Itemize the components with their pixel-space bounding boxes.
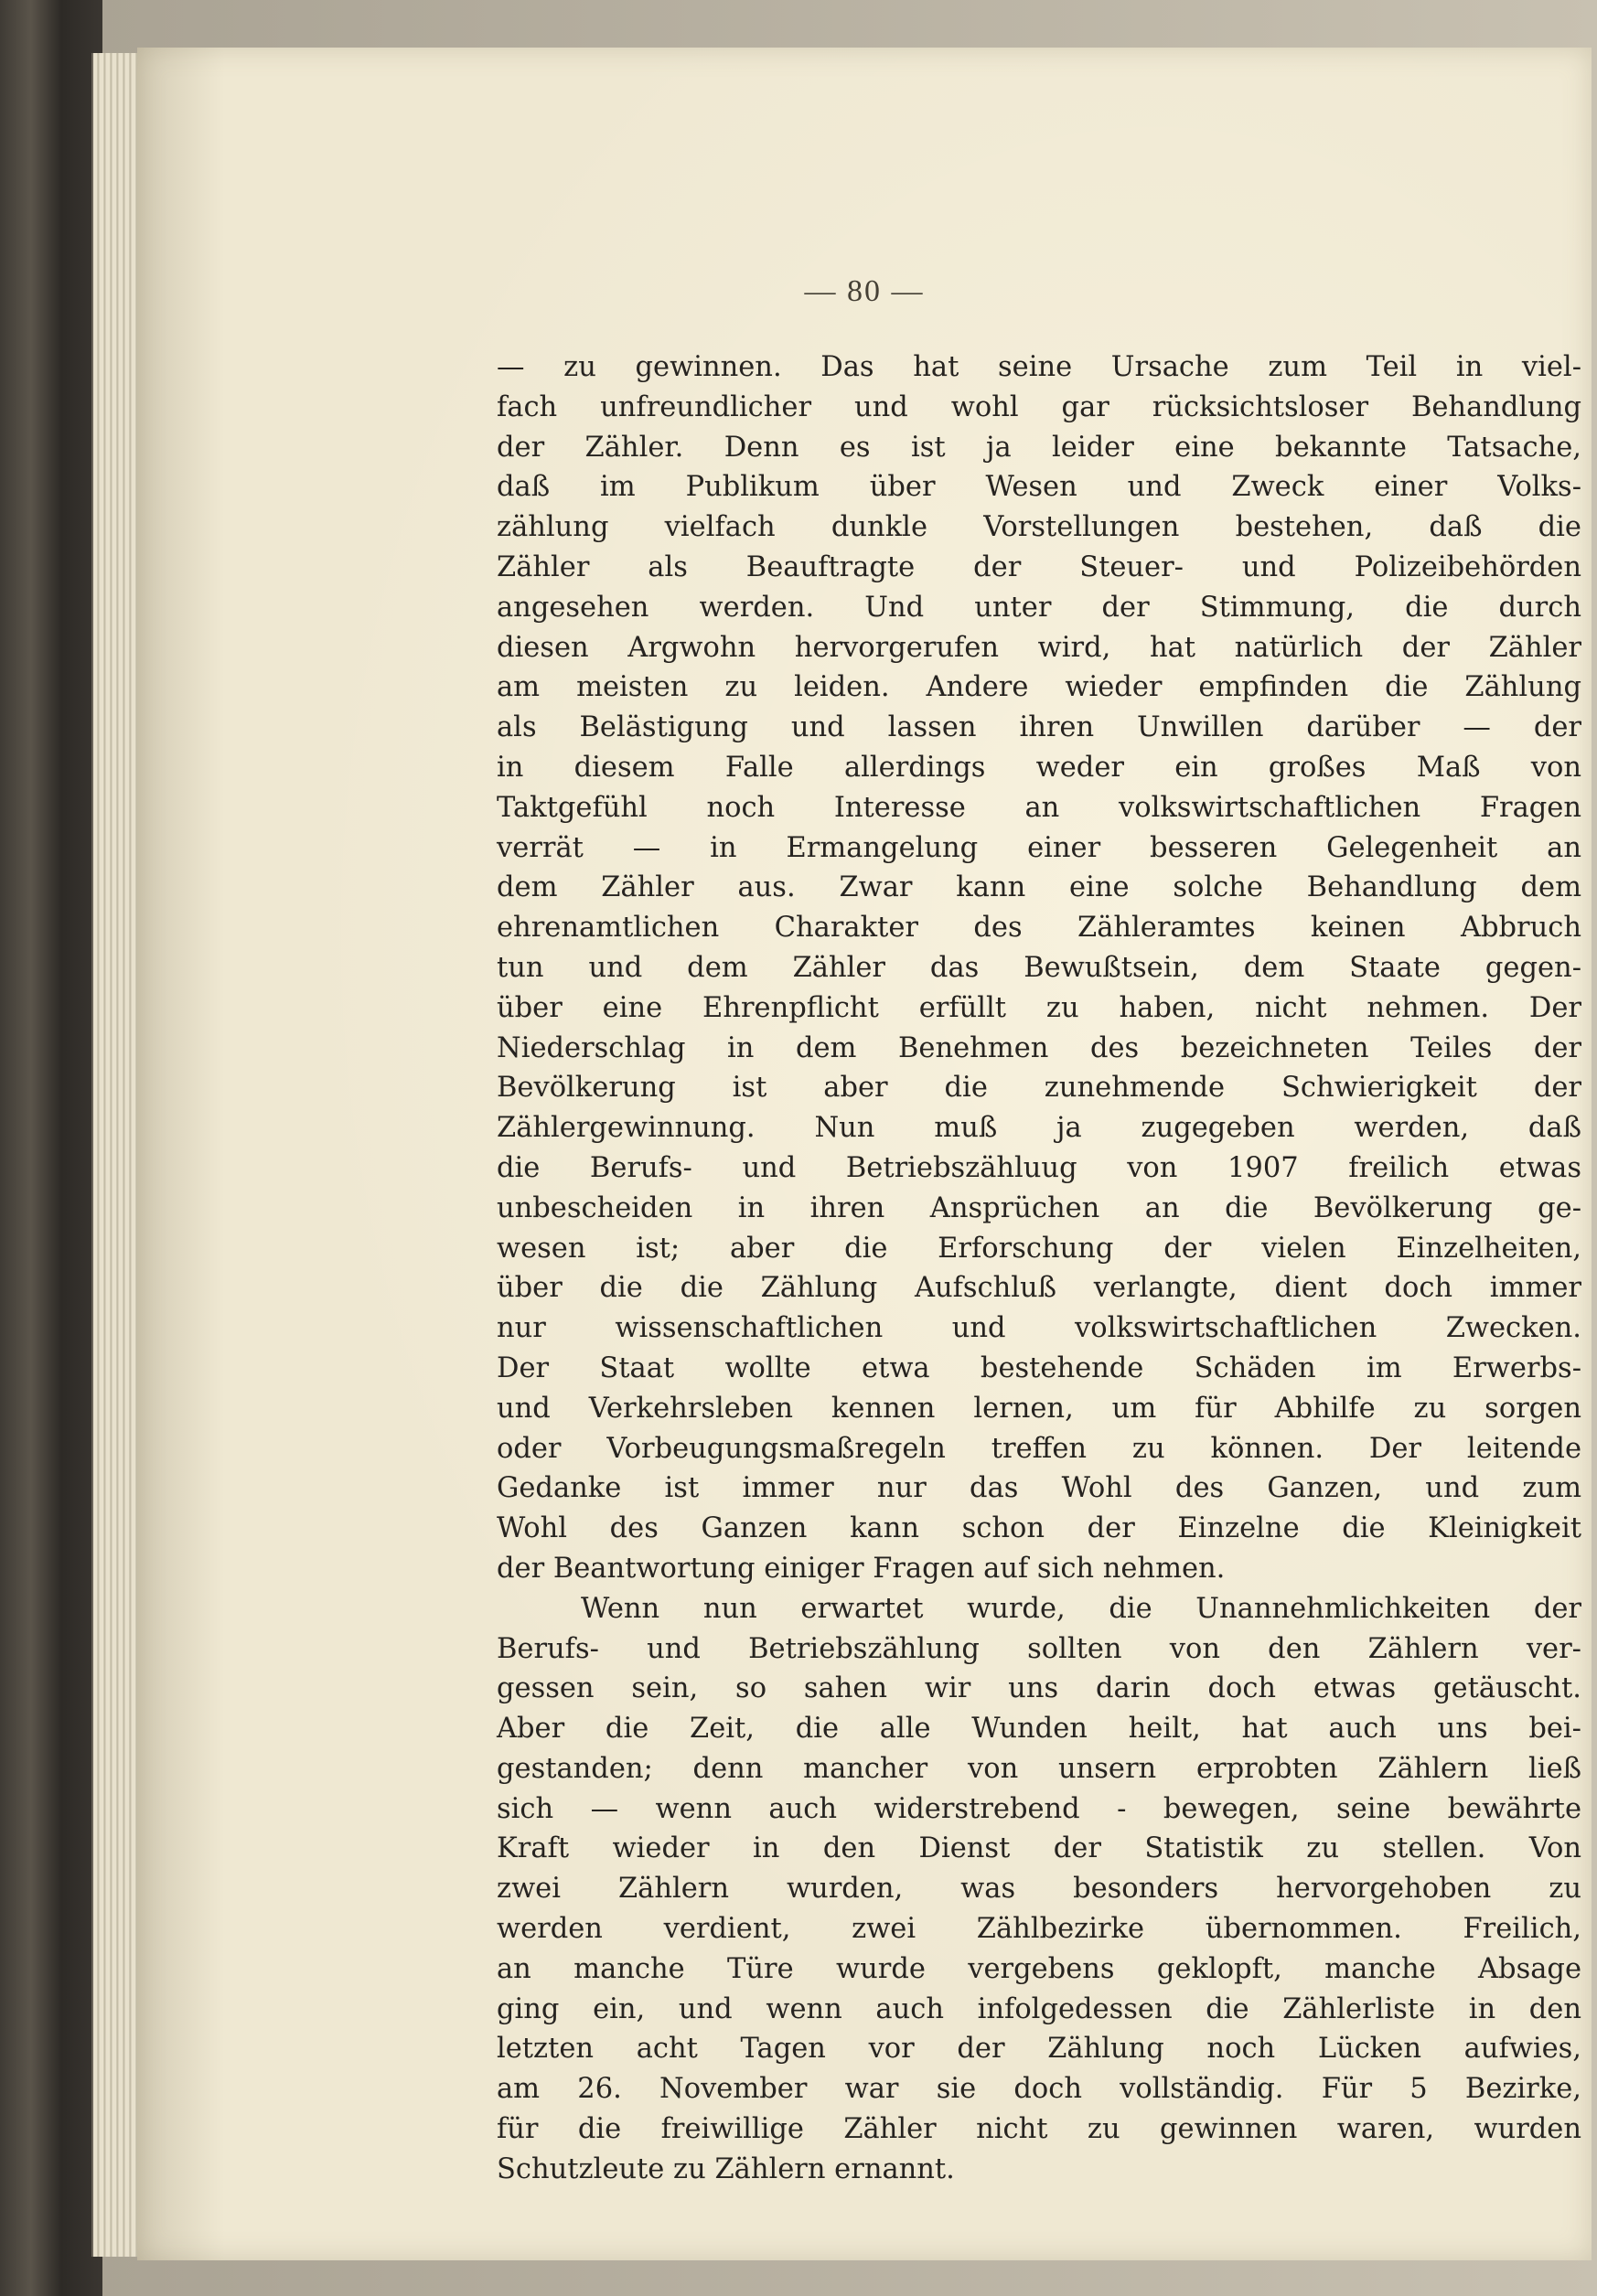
text-line: fach unfreundlicher und wohl gar rücksichtsloser Behandlung — [497, 390, 1581, 423]
text-line: ehrenamtlichen Charakter des Zähleramtes keinen Abbruch — [497, 912, 1581, 945]
text-line: Wohl des Ganzen kann schon der Einzelne die Kleinigkeit — [497, 1512, 1581, 1545]
text-line: wesen ist; aber die Erforschung der vielen Einzelheiten, — [497, 1232, 1581, 1265]
text-line: Berufs- und Betriebszählung sollten von den Zählern ver- — [497, 1632, 1581, 1665]
text-line: der Beantwortung einiger Fragen auf sich nehmen. — [497, 1552, 1226, 1585]
text-line: Bevölkerung ist aber die zunehmende Schwierigkeit der — [497, 1072, 1581, 1105]
book-page — [137, 48, 1592, 2260]
text-line: als Belästigung und lassen ihren Unwillen darüber — der — [497, 711, 1581, 744]
text-line: Zähler als Beauftragte der Steuer- und Polizeibehörden — [497, 550, 1581, 583]
text-line: daß im Publikum über Wesen und Zweck einer Volks- — [497, 471, 1581, 504]
text-line: werden verdient, zwei Zählbezirke übernommen. Freilich, — [497, 1913, 1581, 1946]
text-line: Niederschlag in dem Benehmen des bezeichneten Teiles der — [497, 1031, 1581, 1064]
text-line: über die die Zählung Aufschluß verlangte, dient doch immer — [497, 1272, 1581, 1305]
text-line: am 26. November war sie doch vollständig. Für 5 Bezirke, — [497, 2073, 1581, 2106]
text-line: und Verkehrsleben kennen lernen, um für Abhilfe zu sorgen — [497, 1392, 1581, 1425]
text-line: die Berufs- und Betriebszähluug von 1907 freilich etwas — [497, 1151, 1581, 1184]
text-line: zählung vielfach dunkle Vorstellungen bestehen, daß die — [497, 511, 1581, 544]
text-line: Zählergewinnung. Nun muß ja zugegeben werden, daß — [497, 1112, 1581, 1145]
text-line: oder Vorbeugungsmaßregeln treffen zu können. Der leitende — [497, 1432, 1581, 1465]
text-line: Aber die Zeit, die alle Wunden heilt, hat auch uns bei- — [497, 1713, 1581, 1746]
text-line: sich — wenn auch widerstrebend - bewegen, seine bewährte — [497, 1792, 1581, 1825]
text-line: verrät — in Ermangelung einer besseren Gelegenheit an — [497, 831, 1581, 864]
text-line: zwei Zählern wurden, was besonders hervorgehoben zu — [497, 1873, 1581, 1906]
text-line: Wenn nun erwartet wurde, die Unannehmlichkeiten der — [581, 1592, 1581, 1625]
text-line: ging ein, und wenn auch infolgedessen die Zählerliste in den — [497, 1992, 1581, 2025]
text-line: am meisten zu leiden. Andere wieder empfinden die Zählung — [497, 671, 1581, 704]
text-line: gestanden; denn mancher von unsern erprobten Zählern ließ — [497, 1752, 1581, 1785]
text-line: Schutzleute zu Zählern ernannt. — [497, 2152, 955, 2185]
text-line: über eine Ehrenpflicht erfüllt zu haben, nicht nehmen. Der — [497, 991, 1581, 1024]
book-binding — [0, 0, 102, 2296]
text-line: an manche Türe wurde vergebens geklopft, manche Absage — [497, 1952, 1581, 1985]
text-line: Taktgefühl noch Interesse an volkswirtschaftlichen Fragen — [497, 791, 1581, 824]
text-line: in diesem Falle allerdings weder ein großes Maß von — [497, 751, 1581, 784]
text-line: gessen sein, so sahen wir uns darin doch etwas getäuscht. — [497, 1672, 1581, 1705]
text-line: nur wissenschaftlichen und volkswirtschaftlichen Zwecken. — [497, 1312, 1581, 1345]
text-line: für die freiwillige Zähler nicht zu gewinnen waren, wurden — [497, 2113, 1581, 2146]
text-line: unbescheiden in ihren Ansprüchen an die Bevölkerung ge- — [497, 1191, 1581, 1224]
text-line: der Zähler. Denn es ist ja leider eine bekannte Tatsache, — [497, 431, 1581, 464]
text-line: — zu gewinnen. Das hat seine Ursache zum Teil in viel- — [497, 351, 1581, 383]
text-line: Kraft wieder in den Dienst der Statistik zu stellen. Von — [497, 1832, 1581, 1865]
text-line: letzten acht Tagen vor der Zählung noch Lücken aufwies, — [497, 2033, 1581, 2066]
text-line: diesen Argwohn hervorgerufen wird, hat natürlich der Zähler — [497, 631, 1581, 664]
text-line: tun und dem Zähler das Bewußtsein, dem Staate gegen- — [497, 951, 1581, 984]
body-text — [497, 347, 1581, 2190]
text-line: Gedanke ist immer nur das Wohl des Ganzen, und zum — [497, 1472, 1581, 1505]
text-line: dem Zähler aus. Zwar kann eine solche Behandlung dem — [497, 871, 1581, 904]
page-number: — 80 — — [804, 274, 925, 308]
text-line: angesehen werden. Und unter der Stimmung, die durch — [497, 591, 1581, 624]
text-line: Der Staat wollte etwa bestehende Schäden im Erwerbs- — [497, 1351, 1581, 1384]
